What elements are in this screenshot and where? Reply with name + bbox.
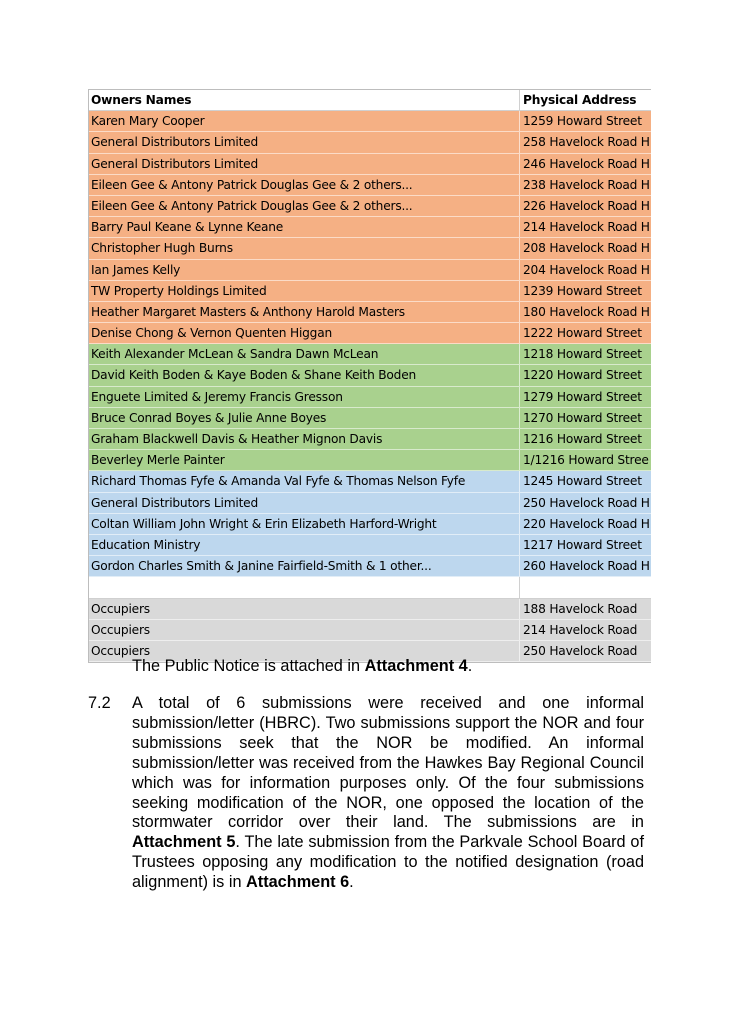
table-header-row bbox=[89, 90, 651, 111]
physical-address-cell: 204 Havelock Road H bbox=[523, 262, 650, 277]
owner-name-cell: Occupiers bbox=[89, 641, 520, 661]
table-row bbox=[89, 196, 651, 217]
table-row bbox=[89, 408, 651, 429]
physical-address-cell: 1217 Howard Street bbox=[523, 537, 642, 552]
table-row bbox=[89, 450, 651, 471]
section-text-a: A total of 6 submissions were received and one informal submission/letter (HBRC). Two submissions support the NOR and four submissions seek that the NOR be modified. An informal submission/letter was received from the Hawkes Bay Regional Council which was for information purposes only. Of the four submissions seeking modification of the NOR, one opposed the location of the stormwater corridor over their land. The submissions are in bbox=[132, 694, 644, 832]
table-row bbox=[89, 323, 651, 344]
owner-name-cell: Occupiers bbox=[89, 599, 520, 619]
physical-address-cell: 250 Havelock Road bbox=[523, 643, 638, 658]
owner-name-cell: Occupiers bbox=[89, 620, 520, 640]
owner-name-cell: Richard Thomas Fyfe & Amanda Val Fyfe & Thomas Nelson Fyfe bbox=[89, 471, 520, 491]
physical-address-cell: 208 Havelock Road H bbox=[523, 241, 650, 256]
owner-name-cell: General Distributors Limited bbox=[89, 154, 520, 174]
owner-name-cell bbox=[89, 577, 520, 597]
physical-address-cell: 258 Havelock Road H bbox=[523, 135, 650, 150]
physical-address-cell: 220 Havelock Road H bbox=[523, 516, 650, 531]
owner-name-cell: Coltan William John Wright & Erin Elizabeth Harford-Wright bbox=[89, 514, 520, 534]
physical-address-cell: 1218 Howard Street bbox=[523, 347, 642, 362]
owner-name-cell: Eileen Gee & Antony Patrick Douglas Gee & 2 others... bbox=[89, 196, 520, 216]
physical-address-cell: 1216 Howard Street bbox=[523, 432, 642, 446]
table-row bbox=[89, 599, 651, 620]
header-physical-address: Physical Address bbox=[523, 93, 637, 107]
header-owners-names: Owners Names bbox=[89, 90, 520, 110]
physical-address-cell: 238 Havelock Road H bbox=[523, 177, 650, 192]
table-row bbox=[89, 429, 651, 450]
table-row bbox=[89, 238, 651, 259]
table-row bbox=[89, 493, 651, 514]
physical-address-cell: 214 Havelock Road bbox=[523, 622, 638, 637]
physical-address-cell: 188 Havelock Road bbox=[523, 601, 638, 616]
owner-name-cell: General Distributors Limited bbox=[89, 493, 520, 513]
table-row bbox=[89, 281, 651, 302]
physical-address-cell: 1239 Howard Street bbox=[523, 283, 642, 298]
table-row bbox=[89, 365, 651, 386]
owner-name-cell: Graham Blackwell Davis & Heather Mignon Davis bbox=[89, 429, 520, 449]
physical-address-cell: 180 Havelock Road H bbox=[523, 304, 650, 319]
owner-name-cell: Education Ministry bbox=[89, 535, 520, 555]
owner-name-cell: David Keith Boden & Kaye Boden & Shane Keith Boden bbox=[89, 365, 520, 385]
physical-address-cell: 260 Havelock Road H bbox=[523, 559, 650, 574]
table-row bbox=[89, 471, 651, 492]
table-row bbox=[89, 111, 651, 132]
owner-name-cell: Gordon Charles Smith & Janine Fairfield-Smith & 1 other... bbox=[89, 556, 520, 576]
table-row bbox=[89, 577, 651, 598]
attachment-5-ref: Attachment 5 bbox=[132, 833, 236, 852]
notice-attachment-ref: Attachment 4 bbox=[364, 657, 468, 675]
table-row bbox=[89, 302, 651, 323]
physical-address-cell: 1245 Howard Street bbox=[523, 474, 642, 489]
owner-name-cell: Ian James Kelly bbox=[89, 260, 520, 280]
table-row bbox=[89, 344, 651, 365]
owner-name-cell: Karen Mary Cooper bbox=[89, 111, 520, 131]
notice-suffix: . bbox=[467, 657, 473, 675]
physical-address-cell: 214 Havelock Road H bbox=[523, 220, 650, 235]
physical-address-cell: 1222 Howard Street bbox=[523, 326, 642, 341]
table-row bbox=[89, 556, 651, 577]
table-row bbox=[89, 514, 651, 535]
physical-address-cell: 226 Havelock Road H bbox=[523, 198, 650, 213]
physical-address-cell: 250 Havelock Road H bbox=[523, 495, 650, 510]
section-text-c: . bbox=[349, 873, 354, 892]
table-row bbox=[89, 132, 651, 153]
table-row bbox=[89, 175, 651, 196]
table-body bbox=[89, 111, 651, 662]
owner-name-cell: Beverley Merle Painter bbox=[89, 450, 520, 470]
physical-address-cell: 1/1216 Howard Stree bbox=[523, 453, 649, 468]
owners-table bbox=[88, 89, 651, 663]
owner-name-cell: Christopher Hugh Burns bbox=[89, 238, 520, 258]
owner-name-cell: General Distributors Limited bbox=[89, 132, 520, 152]
owner-name-cell: TW Property Holdings Limited bbox=[89, 281, 520, 301]
physical-address-cell: 246 Havelock Road H bbox=[523, 156, 650, 171]
section-7-2-paragraph bbox=[132, 694, 644, 893]
attachment-6-ref: Attachment 6 bbox=[246, 873, 350, 892]
table-row bbox=[89, 260, 651, 281]
table-row bbox=[89, 620, 651, 641]
physical-address-cell: 1220 Howard Street bbox=[523, 368, 642, 383]
owner-name-cell: Barry Paul Keane & Lynne Keane bbox=[89, 217, 520, 237]
owner-name-cell: Eileen Gee & Antony Patrick Douglas Gee & 2 others... bbox=[89, 175, 520, 195]
section-number: 7.2 bbox=[88, 694, 111, 712]
owner-name-cell: Heather Margaret Masters & Anthony Harold Masters bbox=[89, 302, 520, 322]
owner-name-cell: Keith Alexander McLean & Sandra Dawn McLean bbox=[89, 344, 520, 364]
table-row bbox=[89, 154, 651, 175]
owner-name-cell: Enguete Limited & Jeremy Francis Gresson bbox=[89, 387, 520, 407]
public-notice-paragraph bbox=[132, 657, 472, 677]
table-row bbox=[89, 535, 651, 556]
physical-address-cell bbox=[520, 577, 651, 597]
table-row bbox=[89, 387, 651, 408]
section-text-b: . The late submission from the Parkvale School Board of Trustees opposing any modification to the notified designation (road alignment) is in bbox=[132, 833, 644, 892]
table-row bbox=[89, 217, 651, 238]
owner-name-cell: Bruce Conrad Boyes & Julie Anne Boyes bbox=[89, 408, 520, 428]
owner-name-cell: Denise Chong & Vernon Quenten Higgan bbox=[89, 323, 520, 343]
physical-address-cell: 1279 Howard Street bbox=[523, 389, 642, 404]
physical-address-cell: 1259 Howard Street bbox=[523, 114, 642, 129]
physical-address-cell: 1270 Howard Street bbox=[523, 410, 642, 425]
notice-prefix: The Public Notice is attached in bbox=[132, 657, 365, 675]
